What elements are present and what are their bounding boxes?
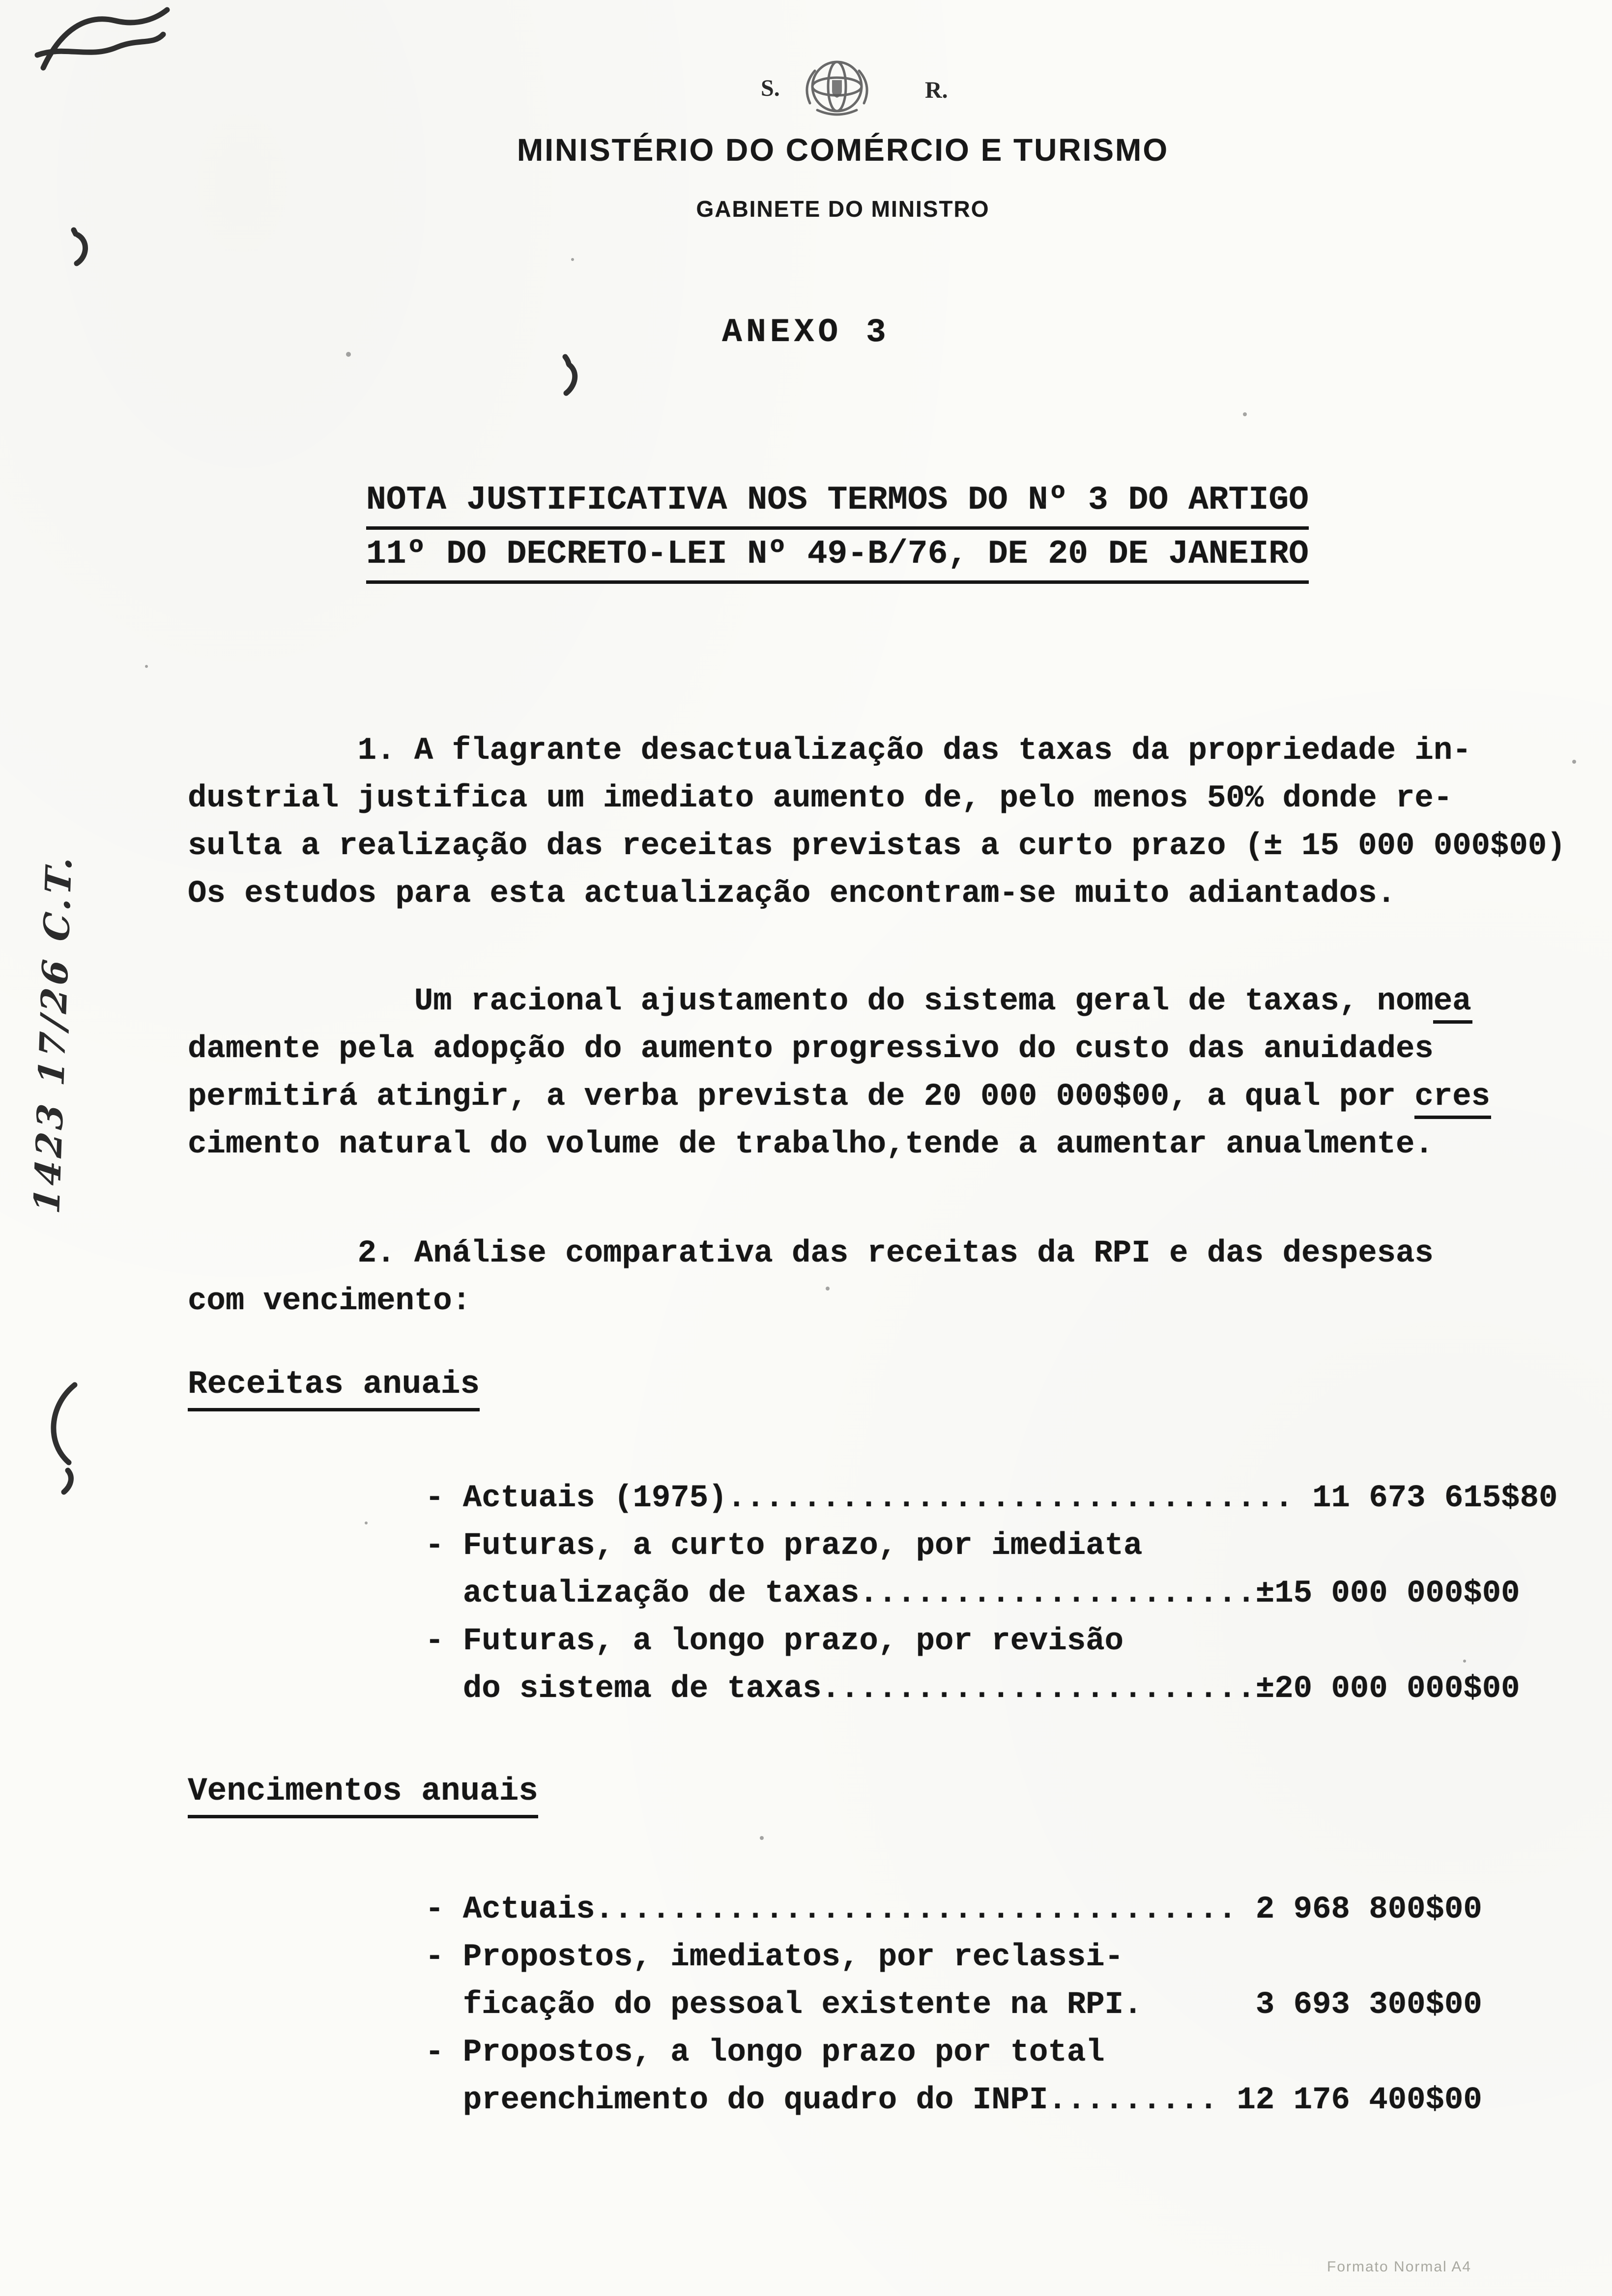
receitas-item: do sistema de taxas.......................±20 000 000$00: [425, 1671, 1520, 1707]
section2-line: com vencimento:: [188, 1284, 471, 1319]
correction-underline: [1433, 1020, 1472, 1024]
paragraph2-line: cimento natural do volume de trabalho,tende a aumentar anualmente.: [188, 1127, 1434, 1162]
vencimentos-list: [425, 1886, 1482, 2124]
vencimentos-item: - Propostos, a longo prazo por total: [425, 2035, 1105, 2070]
pen-comma-mark: [64, 1470, 71, 1492]
section-2-intro: [188, 1230, 1434, 1325]
paragraph1-line: 1. A flagrante desactualização das taxas da propriedade in-: [188, 733, 1471, 769]
pen-scribble: [43, 10, 167, 68]
vencimentos-item: ficação do pessoal existente na RPI. 3 693 300$00: [425, 1987, 1482, 2023]
vencimentos-item: - Actuais.................................. 2 968 800$00: [425, 1892, 1482, 1927]
pen-scribble: [37, 34, 163, 55]
office-subtitle: GABINETE DO MINISTRO: [696, 196, 990, 222]
vencimentos-title: Vencimentos anuais: [188, 1769, 538, 1818]
heading-line-2: 11º DO DECRETO-LEI Nº 49-B/76, DE 20 DE JANEIRO: [366, 530, 1309, 584]
paragraph2-line: Um racional ajustamento do sistema geral de taxas, nomea: [188, 984, 1471, 1019]
correction-underline: [1414, 1116, 1491, 1119]
republic-emblem-icon: [795, 53, 879, 124]
receitas-item: - Futuras, a longo prazo, por revisão: [425, 1624, 1124, 1659]
pen-mark: [566, 365, 575, 393]
seal-letter-s: S.: [761, 75, 780, 101]
pen-mark: [74, 230, 76, 234]
receitas-item: actualização de taxas.....................±15 000 000$00: [425, 1576, 1520, 1611]
justification-heading: [366, 476, 1309, 584]
paragraph-2: [188, 978, 1490, 1169]
pen-mark: [565, 357, 569, 364]
paragraph2-line: permitirá atingir, a verba prevista de 20 000 000$00, a qual por cres: [188, 1079, 1491, 1115]
pen-paren-mark: [54, 1385, 75, 1463]
paragraph1-line: sulta a realização das receitas previstas a curto prazo (± 15 000 000$00): [188, 829, 1566, 864]
receitas-item: - Futuras, a curto prazo, por imediata: [425, 1528, 1143, 1564]
paragraph2-line: damente pela adopção do aumento progressivo do custo das anuidades: [188, 1032, 1434, 1067]
letterhead: [0, 132, 1612, 168]
paragraph-1: [188, 727, 1566, 918]
annex-title: ANEXO 3: [722, 314, 890, 351]
receitas-item: - Actuais (1975).............................. 11 673 615$80: [425, 1481, 1558, 1516]
paragraph1-line: Os estudos para esta actualização encontram-se muito adiantados.: [188, 876, 1396, 912]
paragraph1-line: dustrial justifica um imediato aumento de, pelo menos 50% donde re-: [188, 781, 1453, 816]
vencimentos-item: preenchimento do quadro do INPI......... 12 176 400$00: [425, 2083, 1482, 2118]
ministry-title: MINISTÉRIO DO COMÉRCIO E TURISMO: [517, 132, 1169, 168]
seal-letter-r: R.: [925, 77, 948, 103]
pen-mark: [77, 235, 86, 263]
vencimentos-item: - Propostos, imediatos, por reclassi-: [425, 1940, 1124, 1975]
handwritten-margin-note: 1423 17/26 C.T.: [26, 850, 80, 1216]
receitas-list: [425, 1475, 1557, 1713]
form-footer-text: Formato Normal A4: [1327, 2259, 1472, 2275]
receitas-title: Receitas anuais: [188, 1362, 480, 1411]
heading-line-1: NOTA JUSTIFICATIVA NOS TERMOS DO Nº 3 DO ARTIGO: [366, 476, 1309, 530]
section2-line: 2. Análise comparativa das receitas da RPI e das despesas: [188, 1236, 1434, 1271]
